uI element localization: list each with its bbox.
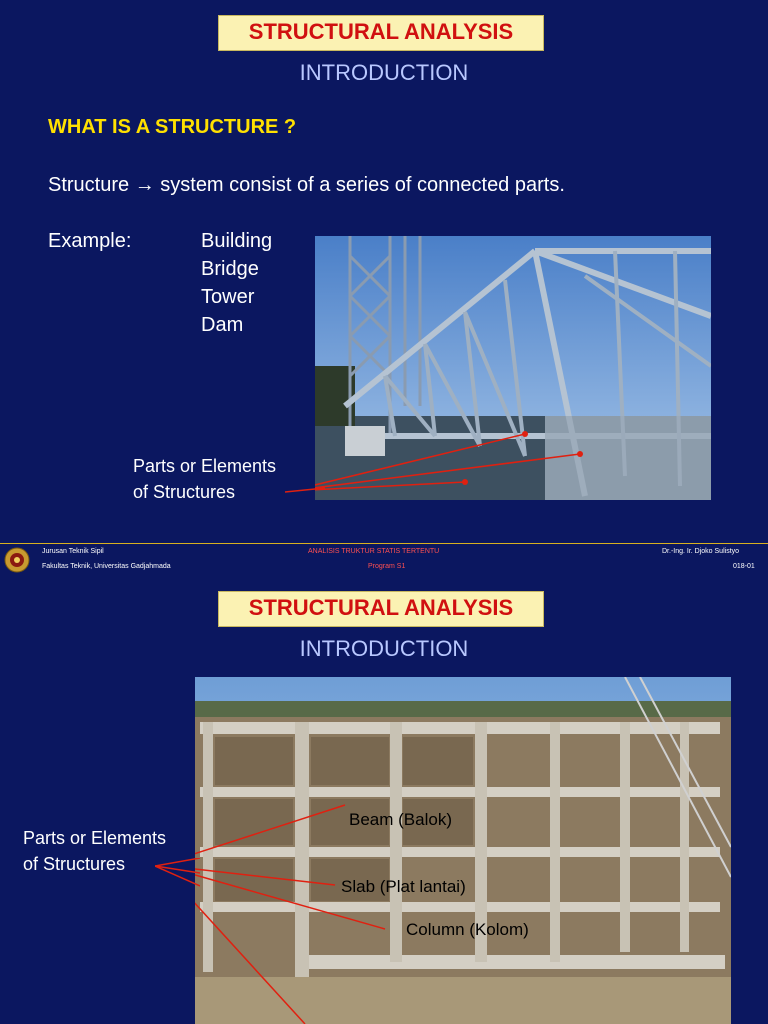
example-item: Dam: [201, 314, 244, 336]
bridge-pointer-lines: [285, 480, 325, 500]
beam-label: Beam (Balok): [349, 810, 452, 829]
footer-program: Program S1: [368, 563, 406, 570]
slab-label: Slab (Plat lantai): [341, 877, 466, 896]
example-item: Building: [201, 230, 273, 252]
parts-label-line2: of Structures: [23, 854, 126, 874]
parts-label: [133, 453, 276, 505]
footer-author: Dr.-Ing. Ir. Djoko Sulistyo: [662, 548, 740, 555]
parts-label-line1: Parts or Elements: [133, 456, 277, 476]
column-label: Column (Kolom): [406, 920, 529, 939]
slide-2: [0, 578, 768, 1024]
parts-label: [23, 825, 166, 877]
slide-title: STRUCTURAL ANALYSIS: [218, 591, 544, 627]
bridge-photo: [315, 236, 711, 500]
slide-subtitle: INTRODUCTION: [299, 636, 469, 661]
footer-dept: Jurusan Teknik Sipil: [42, 548, 104, 555]
example-list: [201, 227, 272, 339]
building-photo: [195, 677, 731, 1024]
question-heading: WHAT IS A STRUCTURE ?: [48, 116, 297, 138]
university-logo-icon: [4, 547, 30, 573]
footer-page: 018-01: [733, 563, 755, 570]
footer-course: ANALISIS TRUKTUR STATIS TERTENTU: [308, 548, 440, 555]
footer-divider: [0, 543, 768, 544]
parts-label-line1: Parts or Elements: [23, 828, 167, 848]
slide-title: STRUCTURAL ANALYSIS: [218, 15, 544, 51]
example-item: Bridge: [201, 258, 259, 280]
footer-faculty: Fakultas Teknik, Universitas Gadjahmada: [42, 563, 171, 570]
example-item: Tower: [201, 286, 255, 308]
slide-subtitle: INTRODUCTION: [299, 60, 469, 85]
definition-text: Structure → system consist of a series of connected parts.: [48, 174, 565, 196]
parts-label-line2: of Structures: [133, 482, 236, 502]
example-label: Example:: [48, 230, 132, 252]
